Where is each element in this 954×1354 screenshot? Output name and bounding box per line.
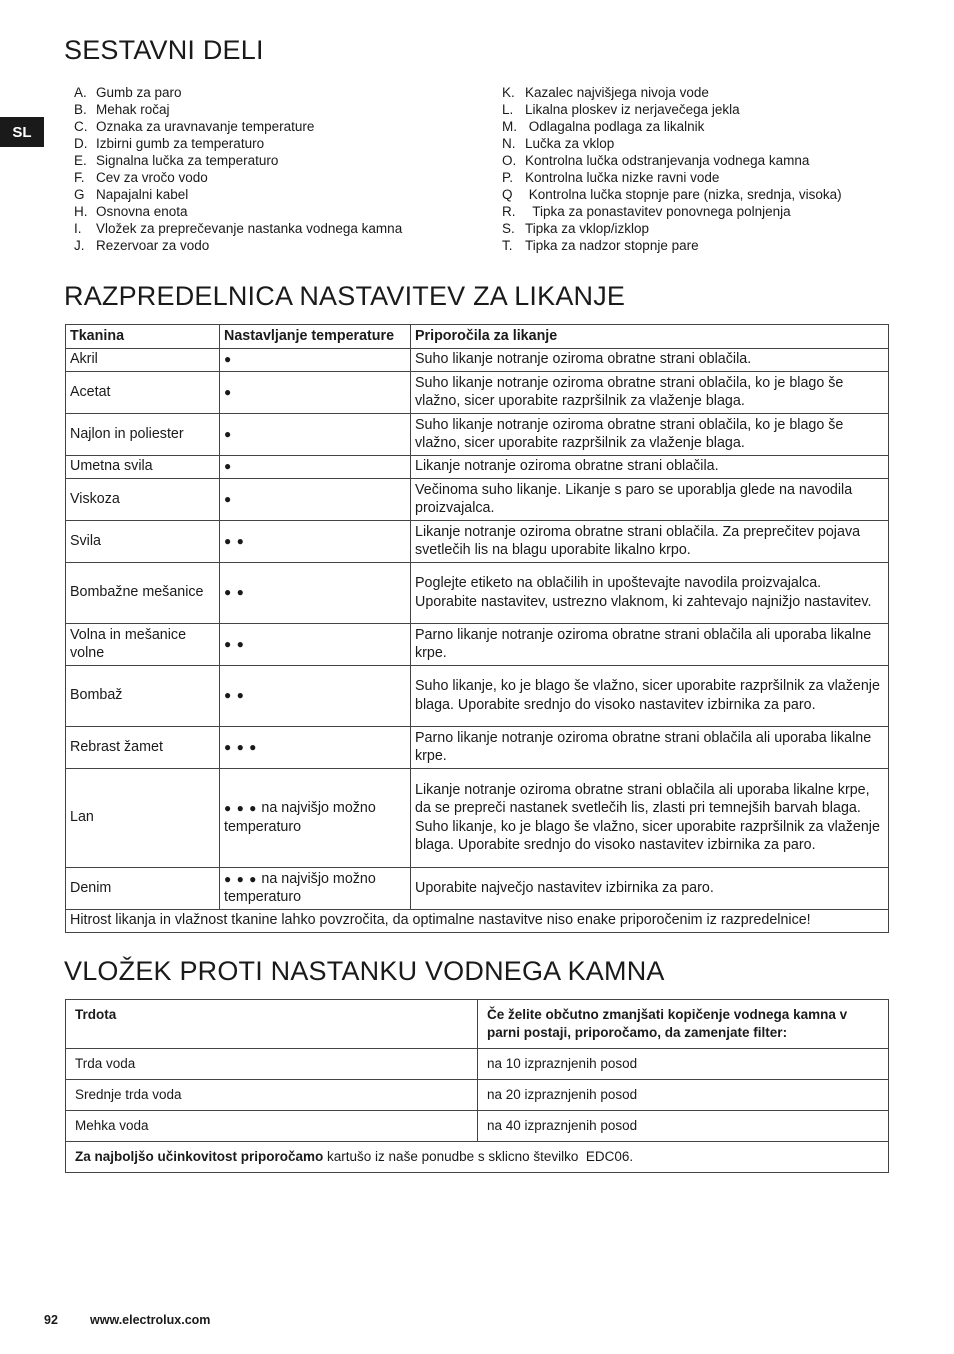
item-label: Kazalec najvišjega nivoja vode <box>525 85 709 100</box>
hardness-cell: Srednje trda voda <box>66 1080 478 1111</box>
website-link[interactable]: www.electrolux.com <box>90 1313 211 1327</box>
temperature-dots-icon: ● ● ● <box>224 871 258 886</box>
advice-cell: Suho likanje notranje oziroma obratne strani oblačila. <box>411 349 889 372</box>
table-row <box>66 727 889 769</box>
item-key: G <box>74 187 85 202</box>
column-header-fabric: Tkanina <box>66 325 220 349</box>
list-item <box>502 152 922 169</box>
advice-cell: Likanje notranje oziroma obratne strani oblačila. <box>411 456 889 479</box>
item-key: J. <box>74 238 85 253</box>
note-bold: Za najboljšo učinkovitost priporočamo <box>75 1149 324 1164</box>
item-key: D. <box>74 136 88 151</box>
advice-cell: Likanje notranje oziroma obratne strani oblačila. Za preprečitev pojava svetlečih lis na blagu uporabite likalno krpo. <box>411 521 889 563</box>
fabric-cell: Svila <box>66 521 220 563</box>
language-tab: SL <box>0 117 44 147</box>
fabric-cell: Umetna svila <box>66 456 220 479</box>
note-rest: kartušo iz naše ponudbe s sklicno številko EDC06. <box>323 1149 634 1164</box>
fabric-cell: Denim <box>66 868 220 910</box>
fabric-cell: Bombažne mešanice <box>66 563 220 624</box>
item-key: C. <box>74 119 88 134</box>
advice-cell: Suho likanje, ko je blago še vlažno, sicer uporabite razpršilnik za vlaženje blaga. Uporabite srednjo do visoko nastavitev izbirnika za paro. <box>411 666 889 727</box>
item-label: Gumb za paro <box>96 85 182 100</box>
list-item <box>74 220 494 237</box>
temperature-dots-icon: ● <box>224 384 233 399</box>
advice-cell: Parno likanje notranje oziroma obratne strani oblačila ali uporaba likalne krpe. <box>411 624 889 666</box>
table-note-row <box>66 1142 889 1173</box>
temperature-cell <box>220 521 411 563</box>
temperature-dots-icon: ● ● <box>224 688 245 703</box>
temperature-dots-icon: ● <box>224 352 233 367</box>
fabric-cell: Najlon in poliester <box>66 414 220 456</box>
item-key: P. <box>502 170 514 185</box>
fabric-cell: Acetat <box>66 372 220 414</box>
item-label: Tipka za vklop/izklop <box>525 221 650 236</box>
item-key: E. <box>74 153 87 168</box>
advice-cell: Poglejte etiketo na oblačilih in upoštevajte navodila proizvajalca. Uporabite nastavitev, ustrezno vlaknom, ki zahtevajo najnižjo nastavitev. <box>411 563 889 624</box>
advice-cell: Likanje notranje oziroma obratne strani oblačila ali uporaba likalne krpe, da se prepreči nastanek svetlečih lis, zlasti pri temnejših barvah blaga. Suho likanje, ko je blago še vlažno, sicer uporabite razpršilnik za vlaženje blaga. Uporabite srednjo do visoko nastavitev izbirnika za paro. <box>411 769 889 868</box>
fabric-cell: Volna in mešanice volne <box>66 624 220 666</box>
list-item <box>502 203 922 220</box>
temperature-dots-icon: ● ● <box>224 636 245 651</box>
table-row <box>66 769 889 868</box>
temperature-note: na najvišjo možno temperaturo <box>224 870 376 905</box>
column-header-advice: Priporočila za likanje <box>411 325 889 349</box>
item-key: H. <box>74 204 88 219</box>
item-key: Q <box>502 187 513 202</box>
table-note <box>66 1142 889 1173</box>
item-label: Signalna lučka za temperaturo <box>96 153 279 168</box>
table-row <box>66 456 889 479</box>
item-label: Kontrolna lučka nizke ravni vode <box>525 170 720 185</box>
column-header-interval: Če želite občutno zmanjšati kopičenje vodnega kamna v parni postaji, priporočamo, da zamenjate filter: <box>478 1000 889 1049</box>
list-item <box>502 135 922 152</box>
table-footnote-row <box>66 910 889 933</box>
list-item <box>502 84 922 101</box>
item-key: F. <box>74 170 85 185</box>
temperature-cell <box>220 414 411 456</box>
item-key: O. <box>502 153 517 168</box>
hardness-cell: Mehka voda <box>66 1111 478 1142</box>
item-label: Napajalni kabel <box>96 187 189 202</box>
fabric-cell: Viskoza <box>66 479 220 521</box>
table-row <box>66 349 889 372</box>
list-item <box>74 169 494 186</box>
table-row <box>66 1080 889 1111</box>
table-header-row <box>66 325 889 349</box>
advice-cell: Suho likanje notranje oziroma obratne strani oblačila, ko je blago še vlažno, sicer uporabite razpršilnik za vlaženje blaga. <box>411 414 889 456</box>
item-label: Lučka za vklop <box>525 136 615 151</box>
item-label: Osnovna enota <box>96 204 188 219</box>
temperature-cell <box>220 624 411 666</box>
list-item <box>502 118 922 135</box>
temperature-cell <box>220 563 411 624</box>
table-row <box>66 868 889 910</box>
list-item <box>74 84 494 101</box>
interval-cell: na 10 izpraznjenih posod <box>478 1049 889 1080</box>
item-label: Oznaka za uravnavanje temperature <box>96 119 315 134</box>
table-row <box>66 521 889 563</box>
list-item <box>502 237 922 254</box>
item-label: Kontrolna lučka stopnje pare (nizka, srednja, visoka) <box>525 187 842 202</box>
item-label: Vložek za preprečevanje nastanka vodnega kamna <box>96 221 403 236</box>
temperature-cell <box>220 479 411 521</box>
temperature-cell <box>220 727 411 769</box>
item-key: N. <box>502 136 516 151</box>
advice-cell: Uporabite največjo nastavitev izbirnika za paro. <box>411 868 889 910</box>
page-number: 92 <box>44 1313 58 1327</box>
interval-cell: na 20 izpraznjenih posod <box>478 1080 889 1111</box>
list-item <box>74 186 494 203</box>
parts-list-left <box>74 84 494 254</box>
temperature-cell <box>220 868 411 910</box>
item-key: B. <box>74 102 87 117</box>
ironing-chart-title: RAZPREDELNICA NASTAVITEV ZA LIKANJE <box>64 281 626 311</box>
item-key: R. <box>502 204 516 219</box>
item-key: M. <box>502 119 517 134</box>
table-header-row <box>66 1000 889 1049</box>
item-label: Cev za vročo vodo <box>96 170 208 185</box>
fabric-cell: Rebrast žamet <box>66 727 220 769</box>
list-item <box>502 169 922 186</box>
item-label: Tipka za ponastavitev ponovnega polnjenja <box>525 204 791 219</box>
table-row <box>66 1111 889 1142</box>
advice-cell: Večinoma suho likanje. Likanje s paro se uporablja glede na navodila proizvajalca. <box>411 479 889 521</box>
parts-list-right <box>502 84 922 254</box>
temperature-dots-icon: ● <box>224 459 233 474</box>
item-key: A. <box>74 85 87 100</box>
advice-cell: Suho likanje notranje oziroma obratne strani oblačila, ko je blago še vlažno, sicer uporabite razpršilnik za vlaženje blaga. <box>411 372 889 414</box>
table-row <box>66 666 889 727</box>
item-label: Kontrolna lučka odstranjevanja vodnega kamna <box>525 153 810 168</box>
item-label: Rezervoar za vodo <box>96 238 210 253</box>
temperature-dots-icon: ● ● <box>224 533 245 548</box>
item-label: Izbirni gumb za temperaturo <box>96 136 265 151</box>
table-row <box>66 624 889 666</box>
temperature-cell <box>220 372 411 414</box>
temperature-dots-icon: ● ● <box>224 585 245 600</box>
scale-table <box>65 999 889 1173</box>
item-label: Likalna ploskev iz nerjavečega jekla <box>525 102 740 117</box>
column-header-hardness: Trdota <box>66 1000 478 1049</box>
table-footnote: Hitrost likanja in vlažnost tkanine lahko povzročita, da optimalne nastavitve niso enake priporočenim iz razpredelnice! <box>66 910 889 933</box>
parts-title: SESTAVNI DELI <box>64 35 264 65</box>
fabric-cell: Lan <box>66 769 220 868</box>
list-item <box>74 135 494 152</box>
fabric-cell: Bombaž <box>66 666 220 727</box>
list-item <box>502 186 922 203</box>
temperature-cell <box>220 666 411 727</box>
list-item <box>74 118 494 135</box>
list-item <box>74 203 494 220</box>
item-label: Tipka za nadzor stopnje pare <box>525 238 699 253</box>
temperature-dots-icon: ● <box>224 426 233 441</box>
column-header-temperature: Nastavljanje temperature <box>220 325 411 349</box>
ironing-table <box>65 324 889 933</box>
item-key: I. <box>74 221 82 236</box>
item-key: T. <box>502 238 513 253</box>
list-item <box>74 152 494 169</box>
temperature-dots-icon: ● ● ● <box>224 739 258 754</box>
table-row <box>66 414 889 456</box>
table-row <box>66 479 889 521</box>
item-key: S. <box>502 221 515 236</box>
temperature-cell <box>220 349 411 372</box>
list-item <box>502 220 922 237</box>
list-item <box>74 237 494 254</box>
item-label: Odlagalna podlaga za likalnik <box>525 119 705 134</box>
fabric-cell: Akril <box>66 349 220 372</box>
item-key: L. <box>502 102 514 117</box>
table-row <box>66 563 889 624</box>
list-item <box>502 101 922 118</box>
hardness-cell: Trda voda <box>66 1049 478 1080</box>
temperature-cell <box>220 456 411 479</box>
temperature-dots-icon: ● <box>224 491 233 506</box>
list-item <box>74 101 494 118</box>
scale-cartridge-title: VLOŽEK PROTI NASTANKU VODNEGA KAMNA <box>64 956 665 986</box>
temperature-note: na najvišjo možno temperaturo <box>224 800 376 835</box>
item-key: K. <box>502 85 515 100</box>
interval-cell: na 40 izpraznjenih posod <box>478 1111 889 1142</box>
temperature-cell <box>220 769 411 868</box>
item-label: Mehak ročaj <box>96 102 170 117</box>
temperature-dots-icon: ● ● ● <box>224 801 258 815</box>
table-row <box>66 1049 889 1080</box>
advice-cell: Parno likanje notranje oziroma obratne strani oblačila ali uporaba likalne krpe. <box>411 727 889 769</box>
table-row <box>66 372 889 414</box>
